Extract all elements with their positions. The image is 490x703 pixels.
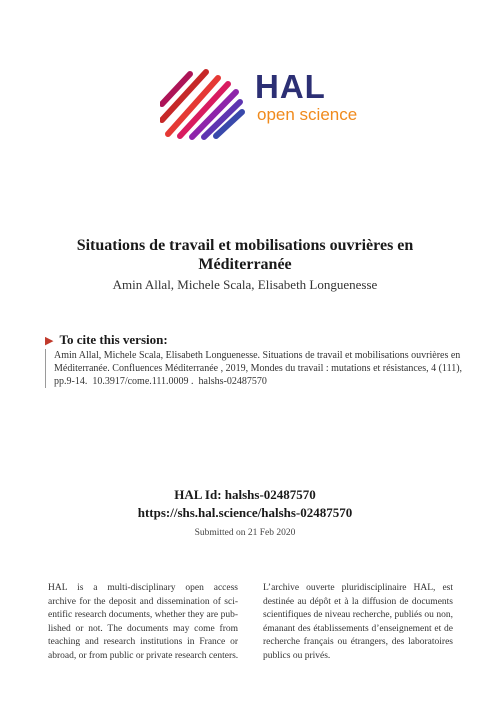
hal-description-en [48,582,238,663]
citation-line: Méditerranée. Confluences Méditerranée , 2019, Mondes du travail : mutations et résistances, 4 (111), [54,363,463,374]
logo-stripe [162,74,190,104]
citation-line: Amin Allal, Michele Scala, Elisabeth Longuenesse. Situations de travail et mobilisations ouvrières en [54,350,461,361]
triangle-right-icon: ▶ [45,335,54,347]
hal-url-link[interactable]: https://shs.hal.science/halshs-02487570 [137,505,353,520]
description-line: archive for the deposit and dissemination of sci- [48,596,238,607]
title-line-1: Situations de travail et mobilisations ouvrières en [76,237,414,254]
hal-logo [160,60,365,140]
description-line: destinée au dépôt et à la diffusion de documents [263,596,453,607]
description-line: L’archive ouverte pluridisciplinaire HAL, est [263,583,453,593]
cite-heading [45,332,168,348]
hal-description-fr [263,582,453,663]
description-line: scientifiques de niveau recherche, publiés ou non, [263,610,453,620]
cite-heading-text: To cite this version: [59,332,168,347]
description-line: teaching and research institutions in France or [48,637,238,647]
document-authors: Amin Allal, Michele Scala, Elisabeth Longuenesse [112,277,378,292]
description-line: lished or not. The documents may come from [48,623,238,634]
submitted-date: Submitted on 21 Feb 2020 [194,528,296,538]
hal-logo-mark [160,60,246,140]
citation-block [45,349,482,388]
hal-logo-word: HAL [255,68,326,105]
hal-logo-subtitle: open science [257,105,358,124]
description-line: HAL is a multi-disciplinary open access [48,583,238,593]
description-line: abroad, or from public or private research centers. [48,650,239,661]
title-line-2: Méditerranée [198,256,292,273]
description-line: publics ou privés. [263,650,331,661]
description-line: entific research documents, whether they are pub- [48,610,238,620]
hal-id: HAL Id: halshs-02487570 [174,487,316,502]
description-line: recherche français ou étrangers, des laboratoires [263,637,453,647]
document-title [40,236,450,274]
description-line: émanant des établissements d’enseignement et de [263,623,453,634]
citation-line: pp.9-14. 10.3917/come.111.0009 . halshs-02487570 [54,376,267,387]
